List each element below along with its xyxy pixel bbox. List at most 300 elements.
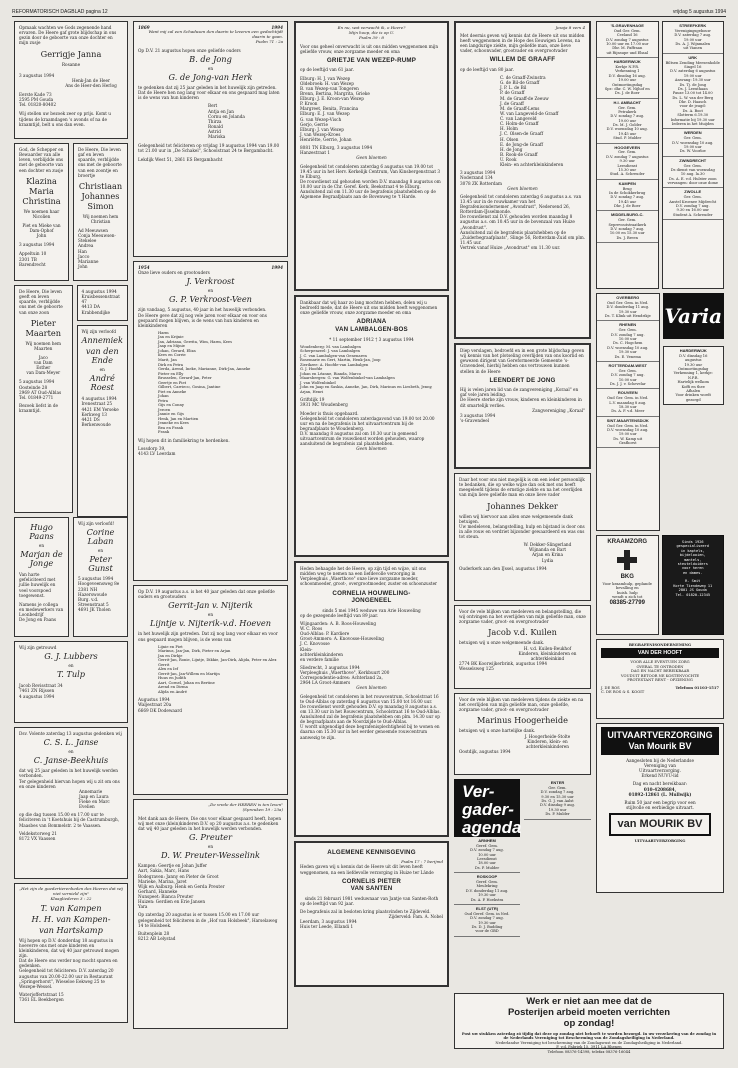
ad-address: Waterjoffertstraat 15 7361 EL Beekbergen	[19, 991, 64, 1003]
ad-reception: Gelegenheid tot feliciteren op vrijdag 19 augustus 1994 van 19.00 tot 21.00 uur in „De Schakel", Schoolstraat 24 te Bergambacht.	[138, 143, 280, 154]
obituary-houweling	[294, 561, 449, 837]
ad-dates: * 11 september 1912 † 3 augustus 1994	[329, 336, 414, 342]
service-place: H.I. AMBACHT	[613, 99, 641, 105]
thanks-kuilen	[454, 605, 591, 689]
deceased-name: ADRIANA VAN LAMBALGEN-BOS	[335, 318, 408, 333]
ad-reception: Op zaterdag 20 augustus is er tussen 15.00 en 17.00 uur gelegenheid tot feliciteren in de „Hof van Holsbeek", Harselaweg 14 te Holsbeek.	[138, 912, 278, 928]
obituary-van-wezep	[294, 21, 449, 291]
ad-address: Leerdam, 3 augustus 1994 Huis ter Leede, Ellandi 1	[300, 919, 357, 930]
ad-family: H. v.d. Kuilen-Beukhof Kinderen, kleinkinderen en achterkleinkind	[518, 645, 577, 661]
service-text: Ger. Gem. Anstel Kroenee Mijdrecht D.V. zondag 7 aug. 9.30 en 16.00 uur Student A. Schreuder	[669, 195, 717, 217]
agenda-text: Geref. Gem. Meulekring D.V. donderdag 11 aug. 19.30 uur Ds. A. P. Hoekstra	[465, 880, 509, 902]
column-4	[454, 21, 591, 989]
ad-text: Daar het voor ons niet mogelijk is om een ieder persoonlijk te bedanken, die op welke wijze dan ook met ons heeft meegeleefd tijdens de ernstige ziekte en na het overlijden van mijn lieve geliefde man en onze lieve vader	[459, 477, 585, 498]
right-stack	[77, 285, 129, 517]
ad-date: 5 augustus 1994	[19, 379, 55, 385]
varia-stack	[663, 293, 725, 531]
ad-body: Gelegenheid tot condoleren in het rouwcentrum, Schoolstraat 16 te Oud-Alblas op zaterdag 6 augustus van 15.00 tot 16.00 uur. De rouwdienst wordt gehouden D.V. op maandag 8 augustus a.s. om 13.30 uur in het Rouwcentrum, Schoolstraat 16 te Oud-Alblas. Aansluitend zal de begrafenis plaatshebben om plm. 14.30 uur op de begraafplaats aan de Noordzijde te Oud-Alblas. U wordt uitgenodigd deze begrafenisplechtigheid bij te wonen en daarna om 15.30 uur in het eerder genoemde rouwcentrum aanwezig te zijn.	[300, 693, 441, 740]
notice-title: ALGEMENE KENNISGEVING	[327, 849, 416, 856]
anniversary-verkroost	[133, 261, 288, 581]
ad-body: Gelegenheid tot condoleren zaterdag 6 augustus van 19.00 tot 19.45 uur in het Herv. Kerkelijk Centrum, Van Kinsbergenstraat 3 te Elburg. De rouwdienst zal gehouden worden D.V. maandag 8 augustus om 10.00 uur in de Chr. Geref. Kerk, Beekstraat 4 te Elburg. Aansluitend zal om 11.30 uur de begrafenis plaatshebben op de Algemene Begraafplaats aan de Bovenweg te 't Harde.	[300, 163, 441, 200]
thanks-dekker	[454, 473, 591, 601]
ad-text: Op D.V. 19 augustus a.s. is het 40 jaar geleden dat onze geliefde ouders en grootouders	[138, 589, 275, 600]
ad-family: Elburg: H. J. van Wezep Oldebroek: H. van Wezep B. van Wezep-van Tongeren Brenn, Bertina, Margrita, Grieke Elburg: J. E. Kroon-van Wezep P. Kroon Margreet, Benita, Francina Elburg: E. J. van Wezep G. van Wezep-Visch Gerjo, Gerrie Elburg: J. van Wezep J. van Wezep-Kroes Henriëtte, Gerrie, Johan	[300, 75, 370, 143]
ad-reception: Wij hopen dit in familiekring te herdenken.	[138, 437, 230, 443]
service-place: WERDEN	[683, 130, 702, 136]
ad-name-2: van Hartskamp	[39, 924, 103, 935]
mourik-room: Ruim 50 jaar een begrip voor een stijlvolle en eerbiedige uitvaart.	[624, 799, 696, 810]
service-item	[597, 417, 659, 449]
ad-body: Wij hopen op D.V. donderdag 18 augustus in hoeverre ons met onze kinderen en kleinkinderen, dat wij 40 jaar getrouwd mogen zijn. Dat de Heere ons verder nog mocht sparen en gedenken. Gelegenheid tot feliciteren: D.V. zaterdag 20 augustus van 20.00-22.00 uur in Restaurant „Springerhorst", Wieseloe Eekweg 25 te Wezepe-Wessel.	[19, 937, 119, 989]
service-text: Oud Ger. Gem. in Ned. D.V. donderdag 11 aug. 19.30 uur Ds. T. Klink uit Hendrikje	[604, 300, 651, 318]
ad-and: en	[99, 367, 105, 373]
agenda-item	[454, 837, 520, 873]
service-text: Ger. Gem. Petrakerk D.V. zondag 7 aug. 19.00 uur Ds. M. J. Golder D.V. woensdag 10 aug. 19.45 uur Stud. P. Mulder	[606, 105, 648, 141]
ad-address: Appeltuin 10 2301 TB Barendrecht	[19, 251, 47, 267]
birth-announcement-christiaan	[73, 143, 128, 281]
ad-flowers: Geen bloemen	[507, 185, 538, 191]
ad-family: Woudenberg: M. van Lambalgen Scherpenzeel: J. van Lambalgen J. C. van Lambalgen-van Oenenaren Rosemarie en Gert, Martin, Henk-Jan, Joop Zierikzee: A. Hoofde-van Lambalgen G. J. Hoofde Johan en Léanne, Rianda, Marco Maarsbergen: G. van Wolfenbinkel-van Lambalgen J. van Wolfenbinkel John en Jaap en Saskia, Anneke, Jan, Dirk, Marinus en Liesbeth, Jenny, Arjan, Henri	[300, 344, 433, 394]
ad-flowers: Geen bloemen	[356, 446, 387, 452]
ad-name-1: G. J. Lubbers	[44, 651, 98, 662]
ad-and: en	[38, 543, 45, 549]
ad-address: 3 augustus 1994 's-Gravendeel	[460, 412, 496, 423]
ad-text: Voor de vele blijken van medeleven en belangstelling, die wij ontvingen na het overlijden van mijn geliefde man, onze zorgzame vader, groot- en overgrootvader	[459, 609, 586, 625]
year-end: 1994	[271, 25, 283, 30]
page-header	[12, 7, 726, 17]
ad-text: Voor ons geheel onverwacht is uit ons midden weggenomen mijn geliefde vrouw, onze zorgzame moeder en oma	[300, 43, 439, 54]
ad-family: W. Dekker-Slingerland Wijnanda en Bart Arjan en Krina Lydia	[523, 542, 572, 563]
ad-address: Buitenplein 28 8212 AB Lelystad	[138, 930, 176, 941]
ad-and: en	[68, 663, 74, 669]
kraamzorg-row	[596, 535, 724, 635]
ad-and: en	[207, 288, 214, 294]
ad-name-2: T. Tulp	[56, 669, 86, 680]
ad-date: 3 augustus 1994	[19, 242, 55, 248]
obituary-van-santen	[294, 841, 449, 987]
ad-name-1: G. Preuter	[188, 832, 233, 843]
wedding-lubbers	[14, 641, 128, 723]
ad-reception: op die dag tussen 15.00 en 17.00 uur te feliciteren in 't Koetshuis bij de Castrumburgh, Maasbes van Bommelstr. 2 te Vaassen.	[19, 812, 120, 828]
service-place: ROTTERDAM-WEST	[608, 362, 647, 368]
ad-age: op de leeftijd van 80 jaar.	[460, 66, 514, 72]
mourik-text: Aangesloten bij de Nederlandse Vereniging van Uitvaartverzorging. Erkend NUVU-lid	[626, 757, 694, 779]
ad-heading: Wij zijn verloofd!	[78, 521, 115, 526]
ad-text: Heden behaagde het de Heere, op zijn tijd en wijze, uit ons midden weg te nemen na een liefdevolle verzorging in Verpleeghuis „Waerthove" onze lieve zorgzame moeder, schoonmoeder, groot-, overgrootmoeder, zuster en schoonzuster	[300, 566, 438, 587]
ad-children: Annemarie Jaap en Laura Fieke en Marc Evelien	[79, 788, 110, 810]
ad-name-1: J. Verkroost	[186, 276, 235, 287]
year-start: 1954	[138, 265, 150, 270]
ad-address: Griftdijk 19 3931 MC Woudenberg	[300, 397, 348, 408]
service-text: Brug In de Schokkerbrug D.V. zondag 7 aug. 19.45 uur Dhr. J. de Boer	[609, 186, 646, 208]
ad-children: Harm Jan en Krijnie Jan, Adriana, Gerrita, Wim, Harm, Kees Jaap en Mijnie Johan, Gerard, Eliza Kees en Corrie Marit, Jan Dirk en Petra Gerda, Arend, Ineke, Marianne, Dirk-Jan, Anneke Pieter en Elly Brusselen, Gerard-Jan, Peter Geertje en Piet Gilbert, Carrieco, Gosina, Jantine Piet en Anneke Johan Petra Gijs en Conny Jeroen Jannie en Gijs Henk, Jan en Martien Jenneke en Kees Bea en Frank Frank	[158, 330, 251, 435]
service-item	[663, 157, 724, 189]
ad-text: Van harte gefeliciteerd met jullie huwelijk en veel voorspoed toegewenst.	[19, 572, 56, 598]
service-item	[597, 321, 659, 362]
mourik-day: Dag en nacht bereikbaar:	[632, 781, 688, 787]
obituary-van-lambalgen	[294, 295, 449, 557]
agenda-place: ELST (UTR)	[475, 905, 499, 911]
kraamzorg-ad	[596, 535, 659, 635]
zondagsrust-ad	[454, 993, 724, 1054]
ad-name-2: D. W. Preuter-Wesselink	[161, 850, 260, 861]
engagement-corine	[73, 517, 128, 637]
ad-flowers: Geen bloemen	[356, 685, 387, 691]
ad-body: betuigen wij u onze hartelijke dank.	[459, 728, 536, 734]
ad-name-1b: van den Ende	[85, 346, 119, 366]
header-left: REFORMATORISCH DAGBLAD pagina 12	[12, 9, 108, 15]
ad-address: Lekdijk West 51, 2861 ES Bergambacht	[138, 156, 223, 162]
ad-name: Jacob v.d. Kuilen	[488, 627, 557, 638]
funeral-van-mourik	[596, 723, 724, 893]
service-item	[663, 54, 724, 130]
ad-text: Dsv. Volente zaterdag 13 augustus gedenken wij	[19, 731, 122, 736]
kraamzorg-phone: 08385-27799	[609, 599, 645, 606]
hooft-phone: Telefoon 01103-1517	[675, 685, 719, 690]
ad-text: Opmaak wachten we Gods zegenende hand ervaren. De Heere gaf grote blijdschap in ons gezin door de geboorte van onze dochter en mijn zusje	[19, 25, 117, 46]
service-place: RHENEN	[619, 322, 637, 328]
ad-sub: Wij noemen hem Maarten	[25, 340, 62, 351]
ad-age: op de leeftijd van 92 jaar.	[300, 900, 354, 906]
kraamzorg-title: KRAAMZORG	[607, 539, 648, 545]
anniversary-preuter	[133, 799, 288, 1029]
ad-address: Eerste Kade 73 2595 PM Gouda Tel. 01820-80402	[19, 92, 57, 108]
birth-announcement-pieter	[14, 285, 73, 513]
ad-name-2: Peter Gunst	[88, 554, 113, 574]
ad-address: Hoogeveensweg 8e 2381 NH Hazerswoude Burg. v.d. Streenstraat 5 4691 JK Tholen	[78, 581, 120, 613]
ad-address: Kruisbessenstraat 47 4413 DA Krabbendijke	[81, 294, 120, 315]
ad-name-2: André Roest	[89, 373, 115, 393]
ad-name-2: Marjan de Jonge	[20, 549, 63, 569]
ad-heading: Wij zijn getrouwd	[19, 645, 57, 650]
ad-children: Lijnie en Piet Marinus, Jan-Jan, Dirk, Pieter en Arjan Jan en Dirkje Gerrit-Jan, Ronie, Lijntje, Dikkie, Jan-Dirk, Alijda, Peter en Alex Gerrit Alex en Ief Gerrit-Jan, Jan-Willem en Martijn Huus en Judith Aart, Cornel, Johan en Bertine Arend en Dirma Alijda en André	[158, 644, 277, 694]
service-text: Ger. Gem. D.V. zondag 7 aug. 10.00 uur Ds. J. J. v. Schevelar	[609, 368, 646, 386]
ad-date: 4 augustus 1994	[81, 396, 117, 402]
ad-text: Dankbaar dat wij haar zo lang mochten hebben, delen wij u bedroefd mede, dat de Heere uit ons midden heeft weggenomen onze geliefde vrouw, onze zorgzame moeder en oma	[300, 300, 438, 316]
year-end: 1994	[271, 265, 283, 270]
ad-family: Piet en Mieke van Dam-Ophof John	[22, 222, 61, 239]
service-place: HOOGEVEEN	[614, 144, 641, 150]
banner-line-3: agenda	[462, 818, 522, 837]
service-place: SINT-MAARTENSDIJK	[606, 417, 649, 423]
ad-name-2: G. de Jong-van Herk	[168, 72, 253, 83]
service-place: ROUVEEN	[617, 390, 638, 396]
ad-quote: Want mij zal een Schadusen den daarin te leveren een gedachtijdt daarin te gaan. Psalm 71 : 2a	[148, 29, 283, 44]
mourik-phone-1: 010-4208684,	[643, 786, 677, 792]
year-start: 1869	[138, 25, 150, 30]
column-2	[133, 21, 288, 1033]
ad-family: Kampen: Geertje en Johan Juffer Aart, Sakia, Marc, Hans Bodegraven: Janny en Pieter de Groot Marieke, Marina, Jaret Wijk en Aalburg: Henk en Gerda Preuter Gerhard, Hanneke Nunspeet: Bianca Preuter Huizen: Gerdien en Erie Jansen Yara	[138, 863, 225, 910]
service-text: Ger. Gem. D.V. zondag 7 aug. 10.00 uur Ds. C. Hogchem D.V. woensdag 10 aug. 19.30 uur Ds. E. Venema	[607, 328, 649, 359]
marriage-hugo-marjan	[14, 517, 69, 637]
service-text: D.V. dinsdag 16 augustus 19.30 uur Ontmoetingsdag Verkenning 1, kerkje: N.P.R. Hartelijk welkom Koffi en thee Afhalen Voor drinken wordt gezorgd	[673, 353, 713, 402]
ad-text: Met deernis geven wij kennis dat de Heere uit ons midden heeft weggenomen in de Hope des Eeuwigen Levens, na een langdurige ziekte, mijn geliefde man, onze lieve vader, schoonvader, grootvader en overgrootvader	[460, 32, 585, 54]
funeral-van-der-hooft	[596, 639, 724, 719]
birth-announcement-gerrigje	[14, 21, 128, 139]
cross-icon	[617, 550, 637, 570]
service-item	[663, 129, 724, 156]
service-text: Oud Ger. Gem. Ceeland 16 D.V. zondag 7 augustus 10.00 uur en 17.00 uur Dhr. M. Paffraan uit Rijnsupe und Ebaal	[606, 28, 649, 55]
ad-sub: Wij noemen hem Christian	[82, 213, 119, 224]
ad-address: Ouderkerk aan den IJssel, augustus 1994	[459, 565, 547, 571]
anniversary-janse	[14, 727, 128, 879]
service-item	[597, 22, 658, 58]
service-place: OVERBERG	[616, 295, 640, 300]
agenda-place: ROSKOOP	[476, 874, 498, 880]
ad-and: en	[68, 749, 74, 755]
service-item	[597, 389, 659, 416]
ad-and: en	[207, 844, 214, 850]
service-text: Oud Ger. Gem. in Ned. D.V. woensdag 10 aug. 19.00 uur Ds. W. Kamp uit Grafhorst	[607, 423, 649, 445]
ad-children: Bert Antja en Jan Cornu en Jolanda Thirza Ronald Astrid Mariska	[208, 103, 245, 140]
ad-name: Christiaan Johannes Simon	[78, 180, 123, 211]
ad-body: Moeder is thuis opgebaard. Gelegenheid tot condoleren zaterdagavond van 19.00 tot 20.00 uur en na de begrafenis in het uitvaartcentrum bij de begraafplaats te Woudenberg. D.V. maandag 8 augustus zal om 10.30 uur in gemeend uitvaartcentrum de rouwdienst worden gehouden, waarop aansluitend de begrafenis zal plaatshebben.	[300, 410, 435, 447]
agenda-item	[454, 905, 520, 937]
agenda-left	[454, 779, 520, 989]
birth-address-box	[77, 285, 129, 321]
service-place: HARDERWIJK	[613, 59, 641, 65]
ad-address: 3 augustus 1994 Noderzand 134 3078 ZK Rotterdam	[460, 170, 503, 186]
service-place: 'S-GRAVENHAGE	[610, 23, 644, 28]
ad-date: Augustus 1994	[138, 697, 170, 703]
services-right	[662, 21, 725, 289]
ad-age: op de gezegende leeftijd van 89 jaar.	[300, 612, 379, 618]
services-lower	[596, 293, 724, 531]
ad-address: Sliedrecht, 3 augustus 1994 Verpleeghuis „Waerthove", Kerkbuurt 200 Correspondentie-adres: Achterland 2a, 2964 LA Groot-Ammers	[300, 664, 390, 686]
mourik-bottom: UITVAARTVERZORGING	[634, 839, 686, 844]
service-item	[597, 211, 658, 243]
service-item	[597, 144, 658, 180]
ad-name-1: B. de Jong	[189, 53, 232, 64]
hooft-items: VOOR ALLE EVENTUEN ZORG OVERAL TE ONTBODEN DAG EN NACHT BEREIKBAAR VOUDUIT BETOOR NE KOSTENVOCHTE PROTESTANT RENT - OPZIENING	[620, 660, 700, 683]
zondagsrust-address: F. v.d. Fabriek 15, 3911 LA Rhenen Telefoon 08376-14398, telefax 08376-16044	[547, 1045, 631, 1054]
service-item	[597, 99, 658, 144]
service-text: Kerkje N.P.R. Verkenning 1 D.V. dinsdag 16 aug. 19.00 uur Ontmoetingsdag Spr.: dhr. C. W. Nijhof en Ds. J. de Boer	[604, 65, 650, 96]
ad-name-1: C. S. L. Janse	[43, 737, 99, 748]
agenda-place: ENTER	[550, 780, 565, 785]
anniversary-de-jong	[133, 21, 288, 257]
service-item	[597, 58, 658, 99]
ad-address: Waljestraat 20a 6669 DK Dodewaard	[138, 702, 183, 713]
service-place: KAMPEN	[618, 180, 636, 186]
ad-body: willen wij hiervoor aan allen onze welgemeende dank betuigen. Uw medeleven, belangstelling, hulp en bijstand is door ons in alle rouw en verdriet bijzonder gewaardeerd en was ons tot steun.	[459, 513, 585, 539]
ad-address: 8081 TN Elburg, 3 augustus 1994 Hanzestraat 1	[300, 145, 373, 156]
agenda-text: Oud Geref. Gem. in Ned. D.V. zondag 7 aug. 19.30 uur Ds. D. J. Budding voor de GBD	[464, 911, 510, 934]
ad-body: Hij is velen jaren lid van de zangvereniging „Koraal" en gaf vele jaren leiding. De Heere sterke zijn vrouw, kinderen en kleinkinderen in dit smartelijk verlies.	[460, 387, 582, 408]
deceased-name: CORNELIS PIETER VAN SANTEN	[341, 877, 402, 893]
ad-signature: Zijderveld: Fam. A. Nobel	[388, 914, 443, 920]
ad-name-1: Annemiek	[81, 335, 123, 346]
header-right: vrijdag 5 augustus 1994	[672, 9, 726, 15]
ad-name: Johannes Dekker	[487, 500, 558, 511]
ad-and: en	[207, 65, 214, 71]
anniversary-nijterik	[133, 585, 288, 795]
ad-name-1: Corine Laban	[86, 527, 115, 547]
hooft-footer	[601, 686, 719, 695]
notice-leendert-de-jong	[454, 343, 591, 469]
ad-name-2: C. Janse-Beekhuis	[33, 755, 109, 766]
ad-family: C. de Graaff-Zwinstra G. de Bil-de Graaff J. P. L. de Bil P. de Graaff M. de Graaff-de Zeeuw J. de Graaff M. de Graaff-Lems W. van Langeveld-de Graaff C. van Langeveld C. Holm-de Graaff H. Holm J. C. Olsen-de Graaff H. Olsen E. de Jong-de Graaff H. de Jong B. Rook-de Graaff U. Rook Klein- en achterkleinkinderen	[500, 75, 564, 168]
ad-sub: sinds 21 februari 1981 weduwnaar van Jantje van Santen-Roth	[304, 895, 439, 901]
ad-address: Jacob Revisstraat 34 7461 ZN Rijssen 4 augustus 1994	[19, 683, 63, 699]
obituary-de-graaff	[454, 21, 591, 339]
ad-address: Oosteinde 28 2969 AT Oud-Alblas Tel. 01849-2771	[19, 384, 62, 400]
ad-quote: „Het zijn de goedertierenheden des Heeren dat wij niet vernield zijn" Klaagliederen 3 : 22	[19, 886, 123, 901]
varia-banner: Varia	[663, 293, 725, 339]
ad-body: in het huwelijk zijn getreden. Dat zij nog lang voor elkaar en voor ons gespaard mogen blijven, is de wens van	[138, 631, 278, 642]
ad-sub: Rosanne	[61, 61, 81, 67]
mourik-title: UITVAARTVERZORGING Van Mourik BV	[601, 727, 719, 755]
ad-name: Pieter Maarten	[25, 317, 61, 338]
ad-text: God, de Schepper en Bewaarder van alle leven, verblijdde ons met de geboorte van een dochter en zusje	[19, 147, 64, 173]
dark-note: Sinds 1926 gespecialiseerd in kaptels, bijdelooien, mantels, steutelduiders voor heren en dames. R. Smit Korte Tiendeweg 11 2801 JS Gouda Tel. 01820-12345	[662, 535, 725, 635]
ad-footnote: Bezoek liefst in de kraamtijd.	[19, 402, 59, 413]
banner-line-2: gader-	[462, 800, 514, 819]
ad-body: betuigen wij u onze welgemeende dank.	[459, 640, 545, 646]
thanks-hoogerheide	[454, 693, 591, 775]
birth-announcements-row	[14, 143, 128, 285]
kraamzorg-text: Voor kraamhulp, geplande bevalling en huish. hulp wendt u zich tot	[602, 581, 652, 600]
ad-family: Ad Meeuwsen Conja Meeuwsen-Stekelee Andrea Han Jacco Marianne John	[78, 228, 116, 269]
agenda-item	[524, 779, 591, 820]
service-text: Ger. Gem. Seprevoutstraatkerk D.V. zondag 7 aug. 10.00 en 15.30 uur Ds. J. Breen	[608, 218, 647, 240]
ad-body: Gelegenheid tot condoleren zaterdag 6 augustus a.s. van 13.45 uur in de rouwkamer van het Begrafenisondernemer „Avondrust", Nedersend 26, Rotterdam-IJsselmonde. De rouwdienst zal D.V. gehouden worden maandag 8 augustus a.s. om 10.45 uur in de bovenzaal van Huize „Avondrust". Aansluitend zal de begrafenis plaatshebben op de „Zuiderbegraafplaats", Slinge 56, Rotterdam-Zuid om plm. 11.45 uur. Vertrek vanaf Huize „Avondrust" om 11.30 uur.	[460, 193, 586, 251]
service-item	[663, 22, 724, 54]
agenda-right	[524, 779, 591, 989]
ad-text: Op D.V. 21 augustus hopen onze geliefde ouders	[138, 47, 241, 53]
ad-address: Lossdorp 39, 4143 LV Leerdam	[138, 445, 176, 457]
service-text: Oud Ger. Gem. in Ned. L.V. maandag 8 aug. 18.30 uur Ds. A. F. v.d. Meer	[607, 396, 649, 414]
marriage-engagement-row	[14, 517, 128, 641]
ad-signature: Zangvereniging „Koraal"	[532, 407, 585, 413]
ad-text: De Heere, Die leven geeft en leven spaarde, verblijdde ons met de geboorte van onze zoon	[19, 289, 63, 315]
ad-and: en	[97, 548, 104, 554]
service-item	[597, 294, 659, 321]
agenda-item	[454, 873, 520, 905]
ad-text: De Heere, Die leven gaf en leven spaarde, verblijdde ons met de geboorte van een zoontje en broertje	[78, 147, 122, 178]
banner-line-1: Ver-	[462, 782, 495, 801]
service-item	[663, 346, 725, 405]
deceased-name: CORNELIA HOUWELING- JONGENEEL	[332, 589, 411, 605]
zondagsrust-org: Nederlandse Vereniging tot bescherming van de Zondagsrust en de Zondagsheiliging in Nederland.	[495, 1040, 683, 1045]
hooft-title: VAN DER HOOFT	[601, 648, 719, 659]
ad-quote: Psalm 17 : 7 berijmd	[401, 858, 443, 864]
column-1	[14, 21, 128, 1027]
ad-family: Jaco van Dam Esther van Dam-Meyer	[26, 354, 61, 376]
ad-name: Klazina Maria Christina	[22, 175, 61, 206]
service-place: ZWOLLE	[684, 189, 702, 195]
service-item	[663, 188, 724, 220]
service-place: STREEFKERK	[679, 23, 707, 28]
ad-footnote: Namens je collega en medewerkers van Loonbedrijf De Jong en Paans	[19, 601, 64, 623]
ad-body: Met dank aan de Heere, Die ons voor elkaar gespaard heeft, hopen wij met onze (klein)kinderen D.V. op 20 augustus a.s. te gedenken dat wij 40 jaar geleden in het huwelijk werden verbonden.	[138, 815, 282, 831]
ad-text: Diep verslagen, bedroefd en in een grote blijdschap geven wij kennis van het plotseling overlijden van ons koorlid en gewezen dirigent van Gereformeerde Gemeente 's-Gravendeel, hierbij hebben ons vertrouwen kunnen stellen in de Heere	[460, 348, 585, 374]
service-place: HARDERWIJK	[679, 348, 707, 353]
service-text: Ger. Gem. Ds dienst van woensdag 10 aug. la.30 Ds. A. E. v.d. Hulster zoon vervangen: door ozue dome	[667, 163, 719, 185]
ad-address: 2774 BK Koorwijkerbrink, augustus 1994 Wesselsweg 125	[459, 660, 547, 671]
ad-quote: En nu, wat verwacht ik, o Heere? Mijn hoop, die is op U. Psalm 39 : 8	[337, 25, 406, 40]
deceased-name: GRIETJE VAN WEZEP-RUMP	[326, 56, 417, 64]
hooft-small: BEGRAFENISONDERNEMING	[628, 643, 692, 647]
service-item	[597, 180, 658, 212]
ad-parents: Henk-Jan de Heer Ans de Heer-den Herlog	[65, 77, 117, 88]
column-5	[596, 21, 724, 897]
column-3	[294, 21, 449, 991]
ad-age: op de leeftijd van 61 jaar.	[300, 67, 354, 73]
agenda-text: Ger. Gem. D.V. zondag 7 aug. 9.30 en 15.30 uur Ds. G. J. van Aalst D.V. dinsdag 9 aug. 19.30 uur Ds. P. Mulder	[540, 785, 575, 817]
ad-body: te gedenken dat zij 25 jaar geleden in het huwelijk zijn getreden. Dat de Heere hen nog lang voor elkaar en ons gespaard mag laten is de wens van hun kinderen	[138, 85, 280, 101]
mourik-phone-2: 01892-12861 (L. Mullwijk)	[628, 791, 692, 797]
meeting-agenda-block	[454, 779, 591, 989]
ad-date: 4 augustus 1994	[81, 289, 117, 294]
ad-name-1: Hugo Paans	[29, 522, 54, 542]
zondagsrust-text: Post uw stukken zaterdag zó tijdig dat deze op zondag niet behoeft te worden bezorgd. In uw verzekering van de zondag in de Nederlands Vereniging tot Bescherming van de Zondagsheiliging in Nederland.	[461, 1031, 717, 1041]
service-text: Biltsen Zending Meesenholde Singel 16 D.V. zaterdag 6 augustus 19.00 uur Ansvang: 19.30 uur Ds. Tj. de Jong Ds. J. Leeuthaan Pauze 13.00 tot 14.00 Ds. L. W. van der Berg Dhr. D. Haasch voor de jeugd: Ds. A. Boot Slotterm 6.19.30 Informatie bij 19.30 uur Iederen in het Muijden	[665, 60, 720, 126]
ad-date: 3 augustus 1994	[19, 72, 55, 78]
mourik-logo: van MOURIK BV	[609, 813, 711, 836]
ad-flowers: Geen bloemen	[356, 155, 387, 161]
ad-family: J. Hoogerheide-Stolte Kinderen, klein- en achterkleinkinderen	[524, 733, 571, 749]
ad-address: Irenestraat 25 4421 EM Yerseke Kerkweg 13 4421 DS Berkenwoude	[81, 401, 119, 427]
ad-sub: sinds 5 mei 1945 weduwe van Arie Houweling	[322, 607, 421, 613]
zondagsrust-title: Werk er niet aan mee dat de Posterijen arbeid moeten verrichten op zondag!	[507, 996, 671, 1029]
ad-quote: „De vrede der HEEREN is ten leven" (Spreuken 19 : 23a)	[208, 802, 283, 812]
ad-heading: Wij zijn verloofd	[81, 329, 117, 334]
ad-footnote: Wij stellen uw bezoek zeer op prijs. Komt u tijdens de kraamdagen 's avonds of na de kraamtijd, belt u ons dan even.	[19, 111, 111, 127]
service-place: ZWINDRECHT	[679, 157, 707, 163]
ad-text: Heden gaven wij u kennis dat de Heere uit dit leven heeft weggenomen, na een liefdevolle verzorging in Huize ter Lände	[300, 864, 434, 875]
ad-body: De begrafenis zal in besloten kring plaatsvinden te Zijdeveld.	[300, 909, 431, 915]
anniversary-van-kampen	[14, 883, 128, 1023]
ad-name-1b: H. H. van Kampen-	[31, 913, 111, 924]
services-left	[596, 21, 659, 289]
ad-date: 5 augustus 1994	[78, 576, 114, 582]
services-left-lower	[596, 293, 660, 531]
ad-address: Oostdijk, augustus 1994	[459, 748, 511, 754]
hooft-address: J. DE ROS C. DE ROS & S. KOOIT	[601, 685, 645, 695]
service-place: URK	[688, 54, 698, 60]
service-text: Ger. Gem. D.V. zondag 7 augustus 9.30 uur Leesdienst 15.30 uur Stud. A. Schreuder	[606, 150, 649, 177]
service-text: Ger. Gem. D.V. woensdag 10 aug. 19.00 uur Ds. W. Voorloe	[672, 136, 714, 154]
vergader-agenda-banner	[454, 779, 520, 837]
ad-body: dat wij 25 jaar geleden in het huwelijk werden verbonden. Ter gelegenheid hiervan hopen wij u zit om ons en onze kinderen	[19, 768, 120, 789]
ad-name-1: T. van Kampen	[40, 902, 102, 913]
agenda-text: Geref. Gem. D.V. zondag 7 aug. 10.00 uur Leesdienst 18.00 uur Ds. P. Mulder	[470, 843, 504, 870]
ad-text: Onze lieve ouders en grootouders	[138, 270, 210, 276]
ad-body: zijn vandaag, 5 augustus, 40 jaar in het huwelijk verbonden. De Heere geve dat zij nog vele jaren voor elkaar en voor ons gespaard mogen blijven, is de wens van hun kinderen en kleinkinderen	[138, 307, 267, 328]
service-item	[597, 362, 659, 389]
deceased-name: LEENDERT DE JONG	[489, 376, 556, 384]
kraamzorg-name: BKG	[620, 574, 634, 581]
service-place: MIDDELBURG-C.	[611, 212, 644, 218]
church-services	[596, 21, 724, 289]
ad-quote: Jesaja 8 vers 4	[555, 25, 585, 30]
ad-and: en	[207, 612, 214, 618]
ad-address: Veldekstorweg 21 8172 VX Vaassen	[19, 830, 57, 841]
service-text: Verenigingsgebouw D.V. zaterdag 7 aug. 19.00 uur Ds. A. J. Wijnmalen uit Vianen	[674, 28, 712, 51]
birth-announcement-klazina	[14, 143, 69, 281]
ad-family: Wijngaarden: A. B. Roos-Houweling W. C. Roos Oud-Alblas: P. Kardiere Groot-Ammers: A. Knovosse-Houweling J. C. Knovosse Klein- achterkleinkinderen en verdere familie	[300, 620, 384, 662]
ad-name: Gerrigje Janna	[40, 48, 102, 59]
agenda-place: ARNHEM	[478, 838, 496, 843]
ad-name-1: Gerrit-Jan v. Nijterik	[168, 600, 253, 611]
ad-text: Voor de vele blijken van medeleven tijdens de ziekte en na het overlijden van mijn geliefde man, onze geliefde, zorgzame vader, groot- en overgrootvader	[459, 697, 584, 713]
ad-name: Marinus Hoogerheide	[477, 715, 568, 726]
engagement-annemiek	[77, 325, 129, 517]
ad-name-2: G. P. Verkroost-Veen	[169, 294, 252, 305]
birth-engagement-row	[14, 285, 128, 517]
ad-name-2: Lijntje v. Nijterik-v.d. Hoeven	[150, 618, 271, 629]
